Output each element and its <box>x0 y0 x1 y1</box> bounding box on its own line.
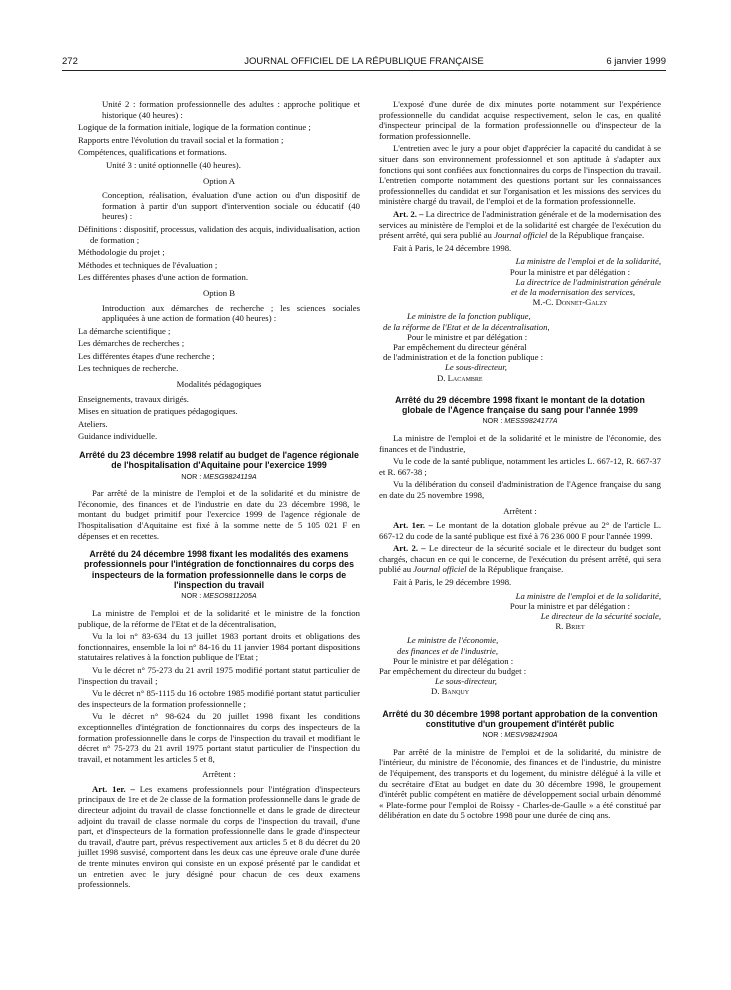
signatory-name: M.-C. Donnet-Galzy <box>532 297 608 308</box>
arrete-aquitaine-body: Par arrêté de la ministre de l'emploi et de la solidarité et du ministre de l'économie, des finances et de l'industrie en date du 23 décembre 1998, le montant du budget primitif pour l'exercice 1999 de l'agence régionale de l'hospitalisation d'Aquitaine est fixé à la somme nette de 5 105 021 F en dépenses et en recettes. <box>78 488 360 541</box>
arrete-gip-nor: NOR : MESV9824190A <box>482 730 558 740</box>
arrete-inspection-title: Arrêté du 24 décembre 1998 fixant les modalités des examens professionnels pour l'intégration de fonctionnaires du corps des inspecteurs de la formation professionnelle dans le corps de l'inspection du travail <box>84 549 354 591</box>
modalites-title: Modalités pédagogiques <box>176 379 262 390</box>
option-b-intro: Introduction aux démarches de recherche ; les sciences sociales appliquées à une action de formation (40 heures) : <box>102 302 360 324</box>
arrete-inspection-art2: Art. 2. – La directrice de l'administration générale et de la modernisation des services au ministère de l'emploi et de la solidarité est chargée de l'exécution du présent arrêté, qui sera publié au Journal officiel de la République française. <box>379 208 661 241</box>
option-b-item: La démarche scientifique ; <box>78 325 171 336</box>
unit-3: Unité 3 : unité optionnelle (40 heures). <box>106 159 241 170</box>
signature-block: Le ministre de l'économie, des finances et de l'industrie, Pour le ministre et par délégation : Par empêchement du directeur du budget : Le sous-directeur, D. Banquy <box>379 635 661 696</box>
fait-a-paris: Fait à Paris, le 24 décembre 1998. <box>393 242 512 253</box>
arretent-label: Arrêtent : <box>503 505 537 516</box>
arrete-sang-title: Arrêté du 29 décembre 1998 fixant le montant de la dotation globale de l'Agence française du sang pour l'année 1999 <box>395 394 645 416</box>
modalites-item: Mises en situation de pratiques pédagogiques. <box>78 406 238 417</box>
unit-2-item: Rapports entre l'évolution du travail social et la formation ; <box>78 134 284 145</box>
option-b-item: Les techniques de recherche. <box>78 363 179 374</box>
unit-2-item: Logique de la formation initiale, logique de la formation continue ; <box>78 122 311 133</box>
page-header <box>62 56 666 70</box>
option-b-item: Les démarches de recherches ; <box>78 338 185 349</box>
arrete-sang-para: La ministre de l'emploi et de la solidarité et le ministre de l'économie, des finances et de l'industrie, <box>379 432 661 454</box>
arretent-label: Arrêtent : <box>202 769 236 780</box>
signatory-name: D. Lacambre <box>437 372 483 383</box>
arrete-inspection-para: L'exposé d'une durée de dix minutes porte notamment sur l'expérience professionnelle du candidat acquise respectivement, selon le cas, en qualité d'inspecteur principal de la formation professionnelle ou d'inspecteur de la formation professionnelle. <box>379 99 661 141</box>
unit-2-item: Compétences, qualifications et formations. <box>78 147 227 158</box>
arrete-aquitaine-nor: NOR : MESG9824119A <box>181 471 257 481</box>
signature-block: La ministre de l'emploi et de la solidarité, Pour la ministre et par délégation : Le directeur de la sécurité sociale, R. Briet <box>379 591 661 632</box>
left-column <box>78 99 360 892</box>
arrete-sang-art1: Art. 1er. – Le montant de la dotation globale prévue au 2° de l'article L. 667-12 du code de la santé publique est fixé à 76 236 000 F pour l'année 1999. <box>379 520 661 541</box>
modalites-item: Enseignements, travaux dirigés. <box>78 393 189 404</box>
arrete-inspection-para: Vu la loi n° 83-634 du 13 juillet 1983 portant droits et obligations des fonctionnaires, ensemble la loi n° 84-16 du 11 janvier 1984 portant dispositions statutaires relatives à la fonction publique de l'Etat ; <box>78 631 360 663</box>
arrete-inspection-para: Vu le décret n° 98-624 du 20 juillet 1998 fixant les conditions exceptionnelles d'intégration de fonctionnaires du corps des inspecteurs de la formation professionnelle dans le corps de l'inspection du travail et modifiant le décret n° 75-273 du 21 avril 1975 portant statut particulier de l'inspection du travail, et notamment les articles 5 et 8, <box>78 711 360 764</box>
arrete-aquitaine-title: Arrêté du 23 décembre 1998 relatif au budget de l'agence régionale de l'hospitalisation d'Aquitaine pour l'exercice 1999 <box>79 450 359 471</box>
page-number: 272 <box>62 56 78 67</box>
arrete-gip-body: Par arrêté de la ministre de l'emploi et de la solidarité, du ministre de l'intérieur, du ministre de l'économie, des finances et de l'industrie, du ministre de l'équipement, des transports et du logement, du ministre délégué à la ville et du secrétaire d'Etat au budget en date du 30 décembre 1998, le groupement d'intérêt public compétent en matière de développement social urbain dénommé « Plate-forme pour l'emploi de Roissy - Charles-de-Gaulle » a été constitué par délibération en date du 5 octobre 1998 pour une durée de cinq ans. <box>379 746 661 821</box>
arrete-gip-title: Arrêté du 30 décembre 1998 portant approbation de la convention constitutive d'un groupement d'intérêt public <box>382 708 658 729</box>
modalites-item: Guidance individuelle. <box>78 431 158 442</box>
arrete-inspection-para: Vu le décret n° 75-273 du 21 avril 1975 modifié portant statut particulier de l'inspection du travail ; <box>78 664 360 686</box>
arrete-inspection-nor: NOR : MESO9811205A <box>181 591 257 601</box>
signature-block: La ministre de l'emploi et de la solidarité, Pour la ministre et par délégation : La directrice de l'administration générale et de la modernisation des services, M.-C. Donnet-Galzy <box>379 256 661 307</box>
arrete-inspection-art1: Art. 1er. – Les examens professionnels pour l'intégration d'inspecteurs principaux de 1re et de 2e classe de la formation professionnelle dans le grade de directeur adjoint du travail de classe fonctionnelle et dans le grade de directeur adjoint du travail de classe normale du corps de l'inspection du travail, d'une part, et d'inspecteurs de la formation professionnelle dans le grade d'inspecteur du travail, d'autre part, prévus respectivement aux articles 5 et 8 du décret du 20 juillet 1998 susvisé, comportent dans les deux cas une épreuve orale d'une durée de trente minutes environ qui consiste en un exposé présenté par le candidat et un entretien avec le jury désigné pour chacun de ces deux examens professionnels. <box>78 783 360 890</box>
signature-block: Le ministre de la fonction publique, de la réforme de l'Etat et de la décentralisation, Pour le ministre et par délégation : Par empêchement du directeur général de l'administration et de la fonction publique : Le sous-directeur, D. Lacambre <box>379 311 661 382</box>
journal-title: JOURNAL OFFICIEL DE LA RÉPUBLIQUE FRANÇAISE <box>244 56 484 67</box>
arrete-inspection-para: Vu le décret n° 85-1115 du 16 octobre 1985 modifié portant statut particulier des inspecteurs de la formation professionnelle ; <box>78 688 360 709</box>
arrete-inspection-para: La ministre de l'emploi et de la solidarité et le ministre de la fonction publique, de la réforme de l'Etat et de la décentralisation, <box>78 607 360 629</box>
unit-2: Unité 2 : formation professionnelle des adultes : approche politique et historique (40 heures) : <box>102 99 360 120</box>
option-b-title: Option B <box>202 287 236 298</box>
arrete-inspection-para: L'entretien avec le jury a pour objet d'apprécier la capacité du candidat à se situer dans son environnement professionnel et son aptitude à s'adapter aux fonctions qui sont confiées aux fonctionnaires du corps de l'inspection du travail. L'entretien comporte notamment des questions portant sur les connaissances professionnelles du candidat et sur l'organisation et les missions des services du ministère chargé du travail, de l'emploi et de la formation professionnelle. <box>379 143 661 207</box>
signatory-name: R. Briet <box>555 621 585 632</box>
arrete-sang-art2: Art. 2. – Le directeur de la sécurité sociale et le directeur du budget sont chargés, chacun en ce qui le concerne, de l'exécution du présent arrêté, qui sera publié au Journal officiel de la République française. <box>379 543 661 575</box>
option-a-intro: Conception, réalisation, évaluation d'une action ou d'un dispositif de formation à partir d'un support d'intervention sociale ou éducatif (40 heures) : <box>102 190 360 222</box>
right-column <box>379 99 661 823</box>
option-b-item: Les différentes étapes d'une recherche ; <box>78 350 215 361</box>
option-a-item: Méthodologie du projet ; <box>78 247 165 258</box>
option-a-item: Définitions : dispositif, processus, validation des acquis, individualisation, action de formation ; <box>78 223 360 245</box>
issue-date: 6 janvier 1999 <box>606 56 666 67</box>
option-a-title: Option A <box>202 175 236 186</box>
header-rule <box>62 70 666 71</box>
modalites-item: Ateliers. <box>78 418 108 429</box>
fait-a-paris: Fait à Paris, le 29 décembre 1998. <box>393 577 512 588</box>
option-a-item: Les différentes phases d'une action de formation. <box>78 272 249 283</box>
option-a-item: Méthodes et techniques de l'évaluation ; <box>78 259 218 270</box>
arrete-sang-para: Vu la délibération du conseil d'administration de l'Agence française du sang en date du 25 novembre 1998, <box>379 479 661 500</box>
signatory-name: D. Banquy <box>431 686 470 697</box>
arrete-sang-para: Vu le code de la santé publique, notamment les articles L. 667-12, R. 667-37 et R. 667-38 ; <box>379 456 661 477</box>
arrete-sang-nor: NOR : MESS9824177A <box>482 416 558 426</box>
